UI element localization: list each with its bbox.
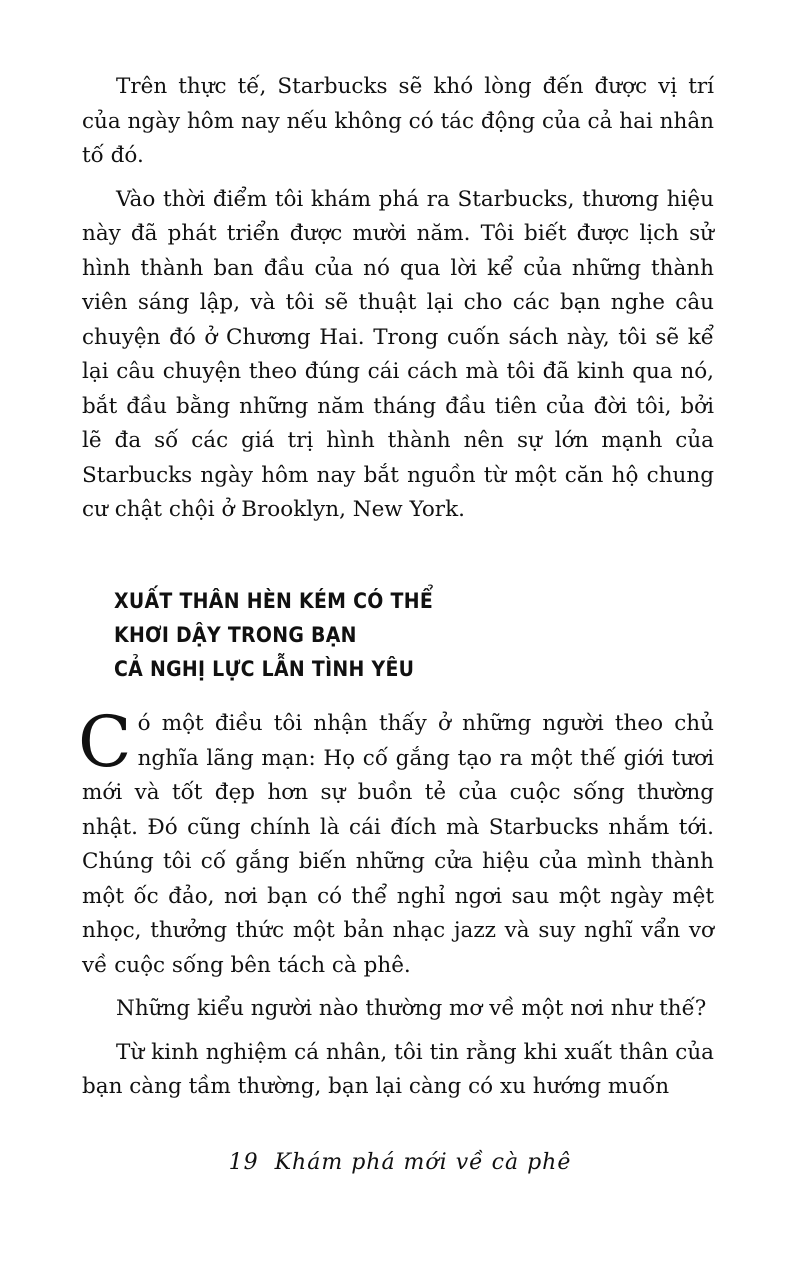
heading-line: KHƠI DẬY TRONG BẠN: [114, 623, 357, 647]
chapter-title: Khám phá mới về cà phê: [274, 1150, 572, 1175]
heading-line: XUẤT THÂN HÈN KÉM CÓ THỂ: [114, 589, 434, 613]
section-text-block: [78, 701, 714, 1114]
section-heading: [114, 584, 714, 686]
top-text-block: [82, 70, 714, 537]
paragraph: Những kiểu người nào thường mơ về một nơi như thế?: [116, 996, 707, 1021]
page-number: 19: [228, 1150, 259, 1175]
paragraph-with-dropcap: [78, 701, 714, 983]
paragraph: Trên thực tế, Starbucks sẽ khó lòng đến được vị trí của ngày hôm nay nếu không có tác động của cả hai nhân tố đó.: [82, 74, 714, 168]
paragraph: Vào thời điểm tôi khám phá ra Starbucks, thương hiệu này đã phát triển được mười năm. Tôi biết được lịch sử hình thành ban đầu của nó qua lời kể của những thành viên sáng lập, và tôi sẽ thuật lại cho các bạn nghe câu chuyện đó ở Chương Hai. Trong cuốn sách này, tôi sẽ kể lại câu chuyện theo đúng cái cách mà tôi đã kinh qua nó, bắt đầu bằng những năm tháng đầu tiên của đời tôi, bởi lẽ đa số các giá trị hình thành nên sự lớn mạnh của Starbucks ngày hôm nay bắt nguồn từ một căn hộ chung cư chật chội ở Brooklyn, New York.: [82, 186, 714, 522]
page-footer: [0, 1150, 800, 1175]
paragraph-text: ó một điều tôi nhận thấy ở những người theo chủ nghĩa lãng mạn: Họ cố gắng tạo ra một thế giới tươi mới và tốt đẹp hơn sự buồn tẻ của cuộc sống thường nhật. Đó cũng chính là cái đích mà Starbucks nhắm tới. Chúng tôi cố gắng biến những cửa hiệu của mình thành một ốc đảo, nơi bạn có thể nghỉ ngơi sau một ngày mệt nhọc, thưởng thức một bản nhạc jazz và suy nghĩ vẩn vơ về cuộc sống bên tách cà phê.: [82, 711, 714, 978]
paragraph: Từ kinh nghiệm cá nhân, tôi tin rằng khi xuất thân của bạn càng tầm thường, bạn lại càng có xu hướng muốn: [82, 1039, 714, 1099]
drop-cap: C: [78, 701, 132, 783]
heading-line: CẢ NGHỊ LỰC LẪN TÌNH YÊU: [114, 657, 415, 681]
